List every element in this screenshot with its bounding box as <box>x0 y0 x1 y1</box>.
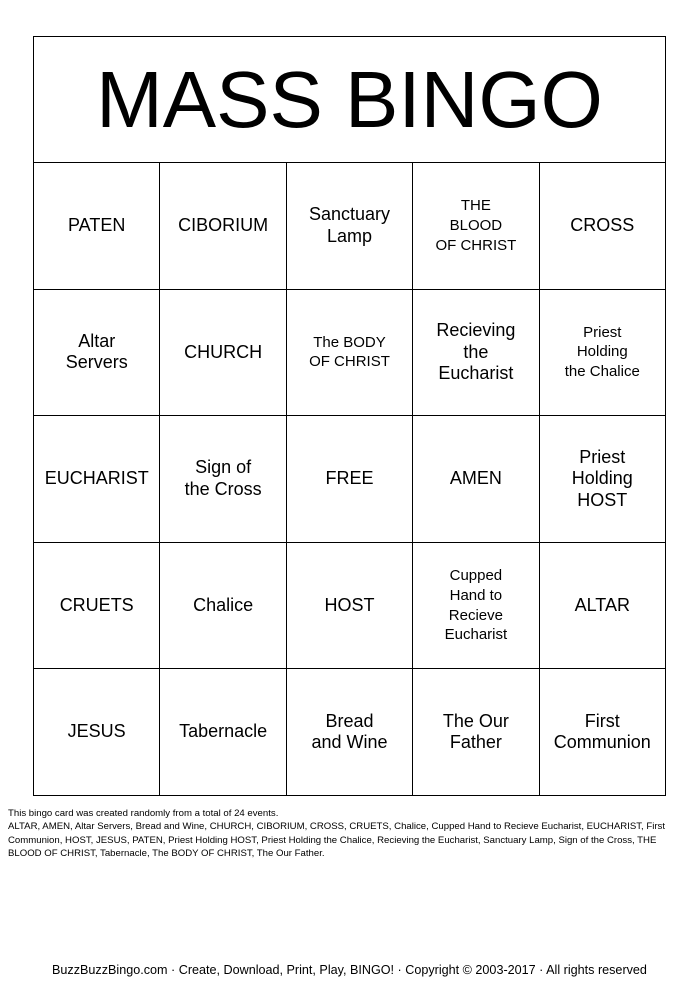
bingo-cell: ALTAR <box>540 543 666 670</box>
bingo-cell: EUCHARIST <box>34 416 160 543</box>
bingo-cell: Sign of the Cross <box>160 416 286 543</box>
bingo-cell: CIBORIUM <box>160 163 286 290</box>
bingo-cell: CRUETS <box>34 543 160 670</box>
bingo-cell: Sanctuary Lamp <box>287 163 413 290</box>
bingo-cell: JESUS <box>34 669 160 796</box>
card-title: MASS BINGO <box>96 54 603 144</box>
bingo-cell: Recieving the Eucharist <box>413 290 539 417</box>
bingo-grid <box>33 162 666 796</box>
bingo-cell: CROSS <box>540 163 666 290</box>
bingo-cell: The BODY OF CHRIST <box>287 290 413 417</box>
bingo-cell: Bread and Wine <box>287 669 413 796</box>
bingo-cell: First Communion <box>540 669 666 796</box>
card-info <box>8 807 690 861</box>
bingo-cell: Altar Servers <box>34 290 160 417</box>
title-box <box>33 36 666 163</box>
bingo-cell: THE BLOOD OF CHRIST <box>413 163 539 290</box>
event-list: ALTAR, AMEN, Altar Servers, Bread and Wine, CHURCH, CIBORIUM, CROSS, CRUETS, Chalice, Cupped Hand to Recieve Eucharist, EUCHARIST, First Communion, HOST, JESUS, PATEN, Priest Holding HOST, Priest Holding the Chalice, Recieving the Eucharist, Sanctuary Lamp, Sign of the Cross, THE BLOOD OF CHRIST, Tabernacle, The BODY OF CHRIST, The Our Father. <box>8 821 666 860</box>
copyright-footer: BuzzBuzzBingo.com · Create, Download, Print, Play, BINGO! · Copyright © 2003-2017 · All rights reserved <box>52 963 647 977</box>
card-info-intro: This bingo card was created randomly from a total of 24 events. <box>8 808 279 819</box>
bingo-cell: HOST <box>287 543 413 670</box>
bingo-cell: Chalice <box>160 543 286 670</box>
bingo-card <box>33 36 666 796</box>
bingo-cell: Priest Holding HOST <box>540 416 666 543</box>
bingo-cell: Tabernacle <box>160 669 286 796</box>
free-cell: FREE <box>287 416 413 543</box>
bingo-cell: Priest Holding the Chalice <box>540 290 666 417</box>
bingo-cell: The Our Father <box>413 669 539 796</box>
bingo-cell: AMEN <box>413 416 539 543</box>
bingo-cell: PATEN <box>34 163 160 290</box>
bingo-cell: Cupped Hand to Recieve Eucharist <box>413 543 539 670</box>
bingo-cell: CHURCH <box>160 290 286 417</box>
